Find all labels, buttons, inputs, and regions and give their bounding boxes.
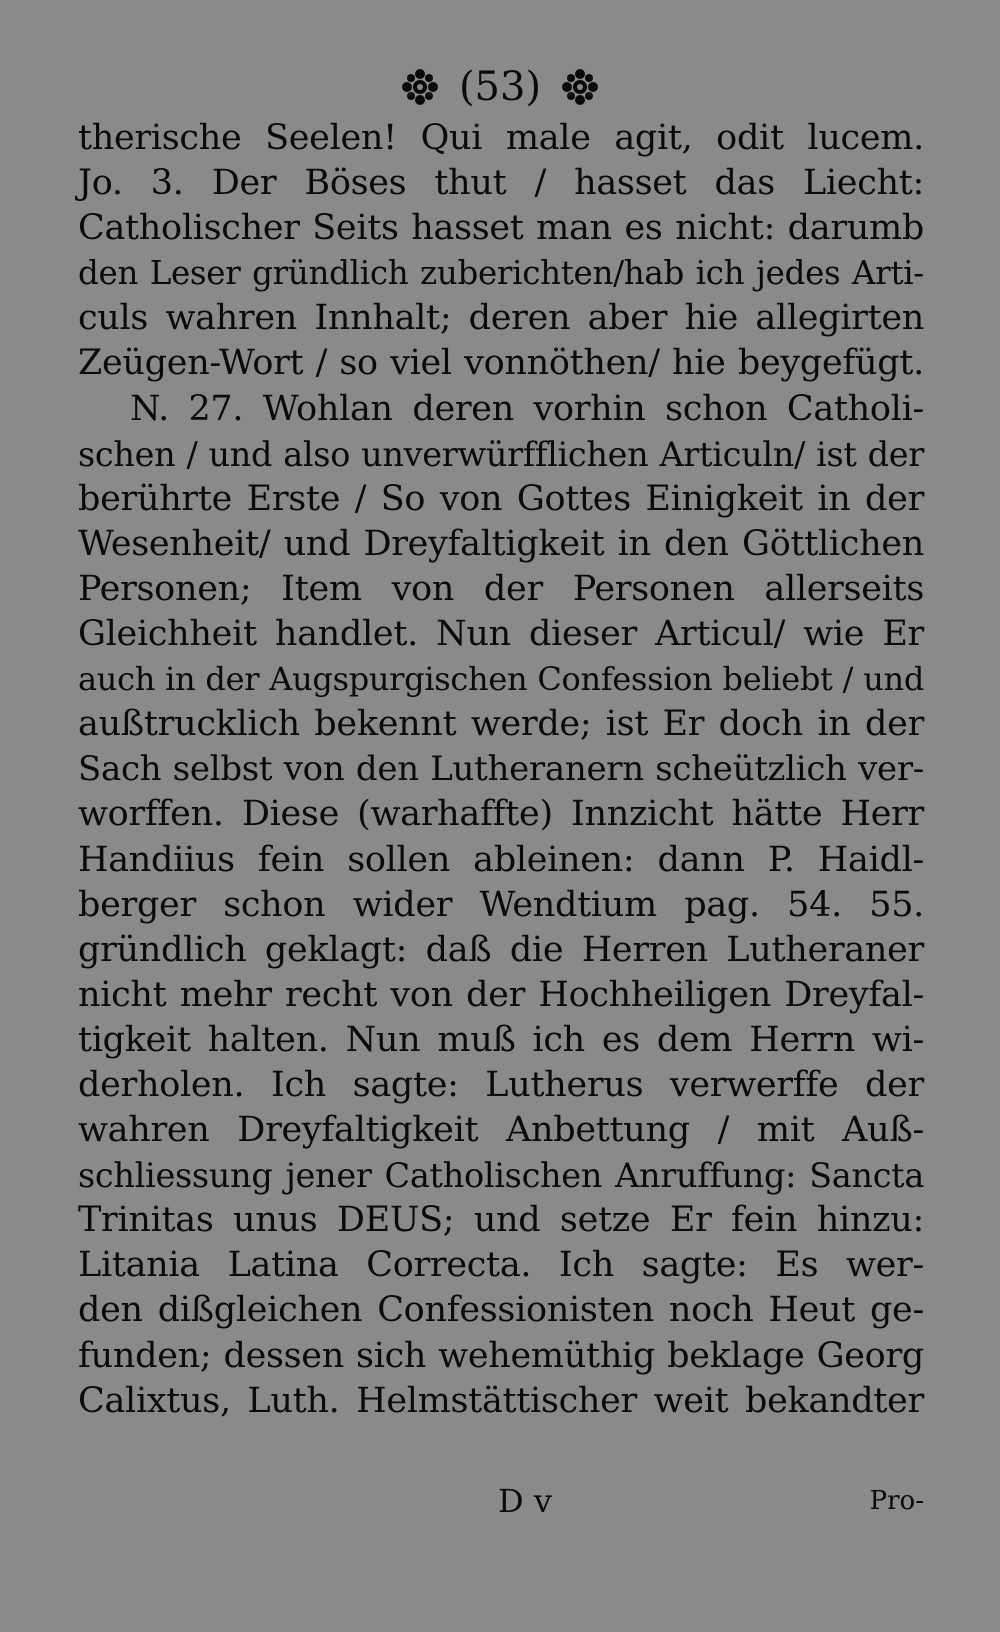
- text-line: Zeügen-Wort / so viel vonnöthen/ hie beygefügt.: [78, 343, 924, 384]
- text-line: Personen; Item von der Personen allerseits: [78, 568, 924, 609]
- text-line: gründlich geklagt: daß die Herren Lutheraner: [78, 929, 924, 970]
- text-line: Litania Latina Correcta. Ich sagte: Es wer-: [78, 1245, 924, 1286]
- text-line: nicht mehr recht von der Hochheiligen Dreyfal-: [78, 974, 924, 1015]
- text-line: funden; dessen sich wehemüthig beklage Georg: [78, 1335, 924, 1376]
- page-number: (53): [458, 64, 542, 110]
- text-line: derholen. Ich sagte: Lutherus verwerffe der: [78, 1064, 924, 1105]
- text-line: Handiius fein sollen ableinen: dann P. Haidl-: [78, 839, 924, 880]
- text-line: Gleichheit handlet. Nun dieser Articul/ wie Er: [78, 614, 924, 655]
- text-line: Catholischer Seits hasset man es nicht: darumb: [78, 208, 924, 249]
- body-text: [78, 116, 924, 1424]
- text-line: außtrucklich bekennt werde; ist Er doch in der: [78, 704, 924, 745]
- text-line: den dißgleichen Confessionisten noch Heut ge-: [78, 1290, 924, 1331]
- flower-ornament-icon: [402, 69, 438, 105]
- text-line: therische Seelen! Qui male agit, odit lucem.: [78, 118, 924, 158]
- text-line: schen / und also unverwürfflichen Articuln/ ist der: [78, 434, 924, 474]
- signature-mark: D v: [498, 1482, 552, 1520]
- text-line: berührte Erste / So von Gottes Einigkeit in der: [78, 478, 924, 519]
- catchword: Pro-: [869, 1486, 924, 1516]
- flower-ornament-icon: [562, 69, 598, 105]
- text-line: auch in der Augspurgischen Confession beliebt / und: [78, 660, 924, 699]
- text-line: wahren Dreyfaltigkeit Anbettung / mit Auß-: [78, 1110, 924, 1151]
- text-line: culs wahren Innhalt; deren aber hie allegirten: [78, 298, 924, 339]
- text-line: Wesenheit/ und Dreyfaltigkeit in den Göttlichen: [78, 523, 924, 564]
- page-footer: [78, 1476, 924, 1526]
- text-line: Calixtus, Luth. Helmstättischer weit bekandter: [78, 1380, 924, 1421]
- page-header: [0, 56, 1000, 115]
- text-line: Trinitas unus DEUS; und setze Er fein hinzu:: [78, 1200, 924, 1241]
- text-line: Sach selbst von den Lutheranern scheützlich ver-: [78, 749, 924, 790]
- text-line: worffen. Diese (warhaffte) Innzicht hätte Herr: [78, 794, 924, 835]
- text-line: tigkeit halten. Nun muß ich es dem Herrn wi-: [78, 1019, 924, 1060]
- text-line: berger schon wider Wendtium pag. 54. 55.: [78, 884, 924, 925]
- text-line: den Leser gründlich zuberichten/hab ich jedes Arti-: [78, 254, 924, 293]
- text-line: schliessung jener Catholischen Anruffung: Sancta: [78, 1156, 924, 1196]
- paragraph-start-line: N. 27. Wohlan deren vorhin schon Catholi-: [130, 388, 924, 429]
- text-line: Jo. 3. Der Böses thut / hasset das Liecht:: [78, 163, 924, 204]
